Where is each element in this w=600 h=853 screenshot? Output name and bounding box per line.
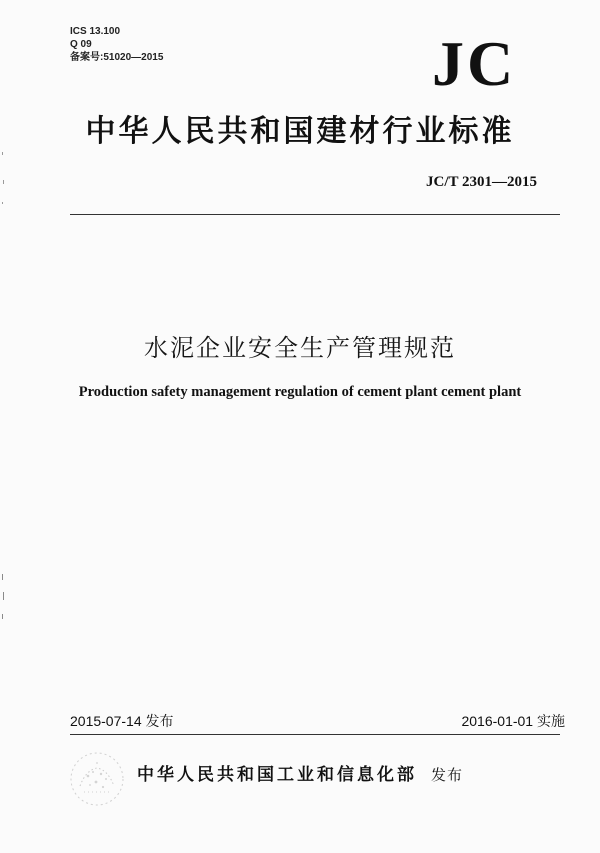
english-title: Production safety management regulation of cement plant cement plant: [78, 384, 522, 400]
filing-number: 备案号:51020—2015: [70, 52, 164, 63]
publisher-organization: 中华人民共和国工业和信息化部: [136, 765, 417, 785]
industry-mark: JC: [432, 28, 517, 99]
scan-edge-mark-lower: [1, 570, 5, 630]
implementation-date: 2016-01-01 实施: [461, 713, 565, 729]
publisher-line: [0, 760, 600, 785]
standard-category-title: 中华人民共和国建材行业标准: [85, 114, 515, 149]
classification-code: Q 09: [70, 39, 92, 50]
chinese-title: 水泥企业安全生产管理规范: [144, 334, 456, 362]
ics-code: ICS 13.100: [70, 26, 121, 37]
publish-action: 发布: [430, 766, 463, 784]
top-divider: [70, 214, 560, 215]
scan-edge-mark: [1, 150, 5, 210]
standard-number: JC/T 2301—2015: [426, 174, 537, 190]
bottom-divider: [70, 734, 560, 735]
classification-block: [70, 25, 163, 64]
issue-date: 2015-07-14 发布: [70, 713, 174, 729]
